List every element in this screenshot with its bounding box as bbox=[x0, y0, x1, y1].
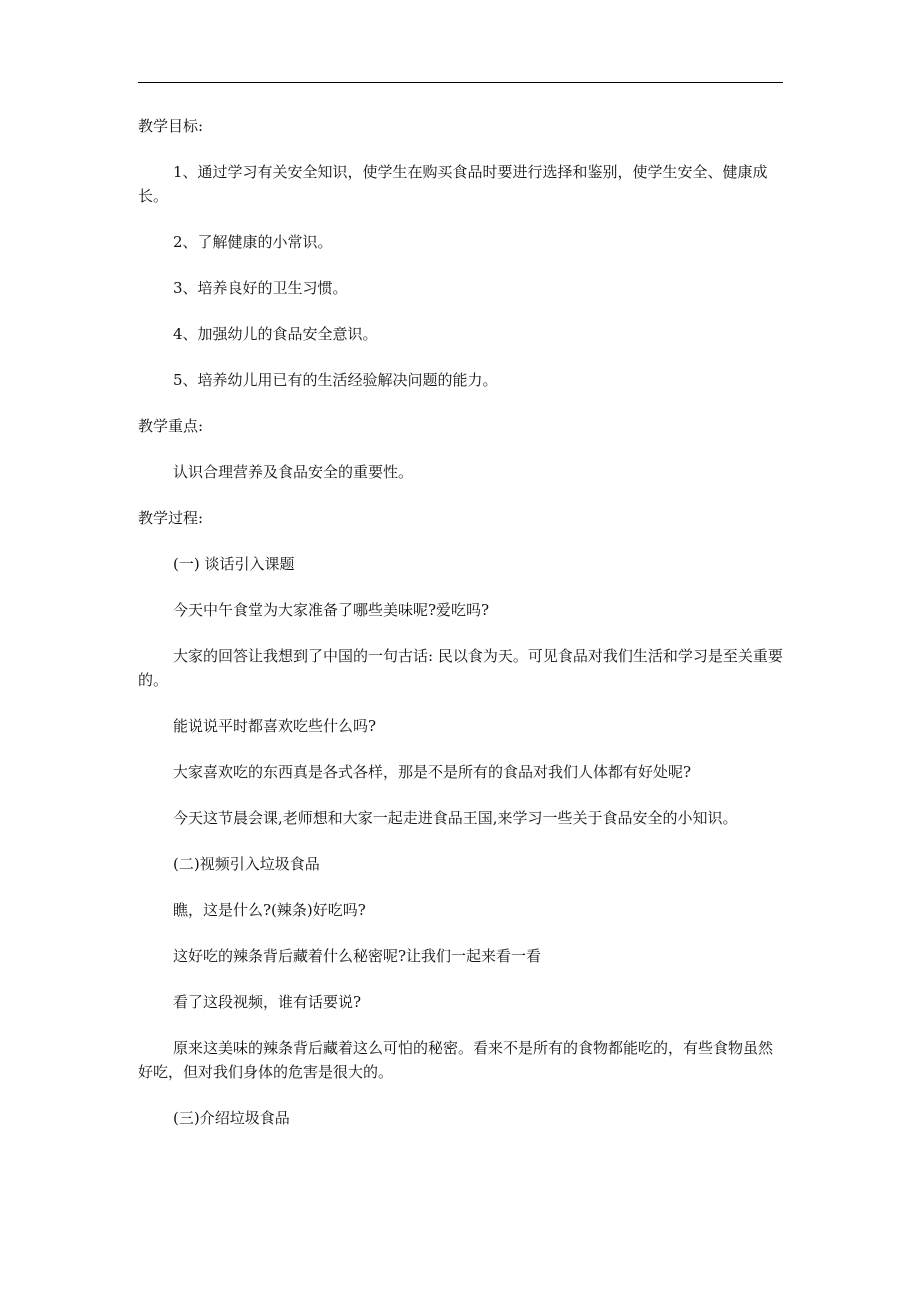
section-heading-key-points: 教学重点: bbox=[138, 417, 204, 435]
process-paragraph: 大家喜欢吃的东西真是各式各样，那是不是所有的食品对我们人体都有好处呢? bbox=[173, 763, 692, 781]
process-paragraph: 原来这美味的辣条背后藏着这么可怕的秘密。看来不是所有的食物都能吃的，有些食物虽然好吃，但对我们身体的危害是很大的。 bbox=[138, 1039, 774, 1081]
objective-2: 2、了解健康的小常识。 bbox=[173, 233, 333, 251]
process-paragraph: 今天这节晨会课,老师想和大家一起走进食品王国,来学习一些关于食品安全的小知识。 bbox=[173, 809, 738, 827]
process-paragraph: 看了这段视频，谁有话要说? bbox=[173, 993, 362, 1011]
process-paragraph: 能说说平时都喜欢吃些什么吗? bbox=[173, 717, 377, 735]
header-rule bbox=[138, 82, 783, 83]
process-paragraph: 这好吃的辣条背后藏着什么秘密呢?让我们一起来看一看 bbox=[173, 947, 542, 965]
section-heading-objectives: 教学目标: bbox=[138, 117, 204, 135]
key-point-1: 认识合理营养及食品安全的重要性。 bbox=[173, 463, 414, 481]
document-body bbox=[138, 114, 783, 1152]
process-step-2-title: (二)视频引入垃圾食品 bbox=[173, 855, 320, 873]
objective-1: 1、通过学习有关安全知识，使学生在购买食品时要进行选择和鉴别，使学生安全、健康成长。 bbox=[138, 163, 768, 205]
objective-3: 3、培养良好的卫生习惯。 bbox=[173, 279, 348, 297]
objective-5: 5、培养幼儿用已有的生活经验解决问题的能力。 bbox=[173, 371, 498, 389]
process-paragraph: 今天中午食堂为大家准备了哪些美味呢?爱吃吗? bbox=[173, 601, 490, 619]
process-step-3-title: (三)介绍垃圾食品 bbox=[173, 1109, 290, 1127]
process-paragraph: 瞧，这是什么?(辣条)好吃吗? bbox=[173, 901, 366, 919]
objective-4: 4、加强幼儿的食品安全意识。 bbox=[173, 325, 378, 343]
section-heading-process: 教学过程: bbox=[138, 509, 204, 527]
process-paragraph: 大家的回答让我想到了中国的一句古话: 民以食为天。可见食品对我们生活和学习是至关重要的。 bbox=[138, 647, 783, 689]
process-step-1-title: (一) 谈话引入课题 bbox=[173, 555, 295, 573]
